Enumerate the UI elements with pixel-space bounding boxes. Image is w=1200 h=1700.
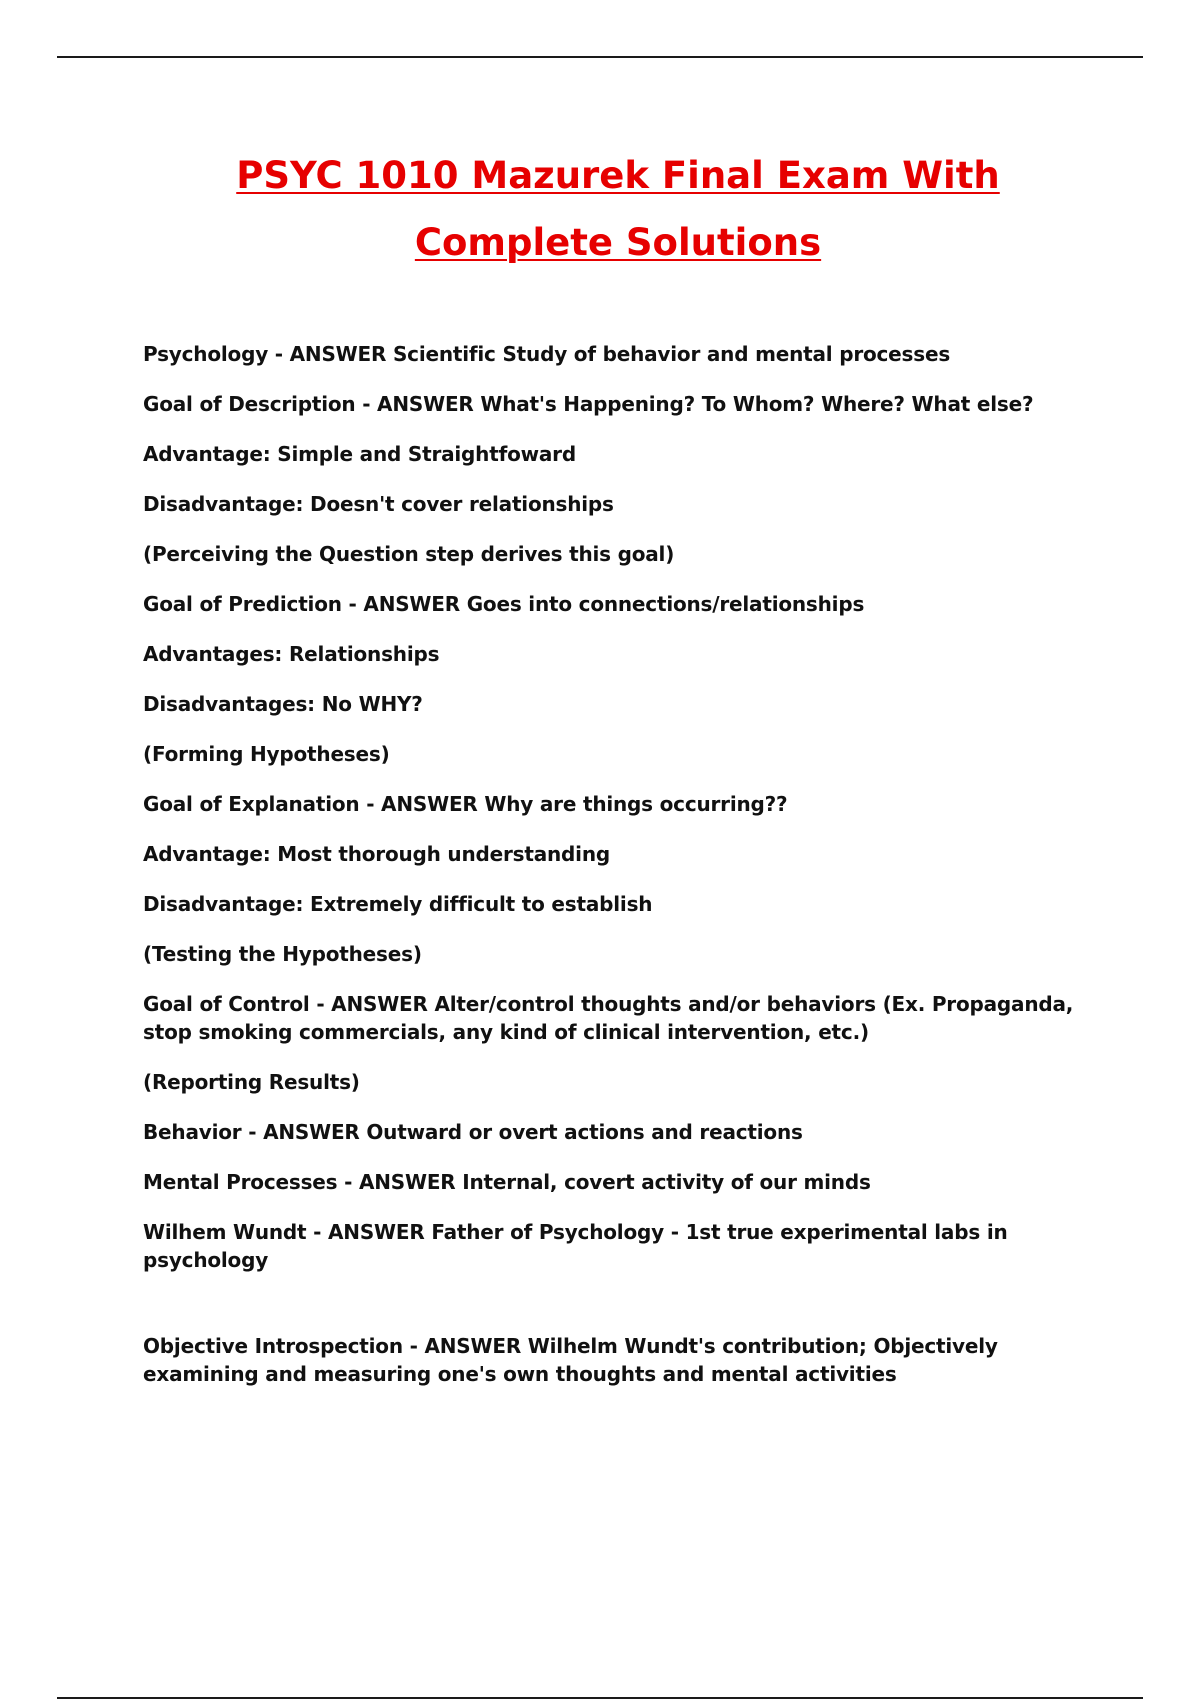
qa-line-psychology: Psychology - ANSWER Scientific Study of behavior and mental processes: [143, 342, 951, 366]
note-line: Advantage: Most thorough understanding: [143, 842, 610, 866]
qa-line-behavior: Behavior - ANSWER Outward or overt actions and reactions: [143, 1120, 803, 1144]
qa-line-wilhem-wundt: Wilhem Wundt - ANSWER Father of Psychology - 1st true experimental labs in psychology: [143, 1220, 1008, 1272]
document-title: [0, 142, 1200, 276]
note-line: (Forming Hypotheses): [143, 742, 390, 766]
qa-line-goal-prediction: Goal of Prediction - ANSWER Goes into connections/relationships: [143, 592, 865, 616]
note-line: Advantages: Relationships: [143, 642, 440, 666]
note-line: Disadvantage: Doesn't cover relationships: [143, 492, 614, 516]
note-line: Advantage: Simple and Straightfoward: [143, 442, 576, 466]
note-line: Disadvantages: No WHY?: [143, 692, 423, 716]
document-body: [143, 340, 1095, 1410]
note-line: (Perceiving the Question step derives this goal): [143, 542, 675, 566]
qa-line-goal-description: Goal of Description - ANSWER What's Happening? To Whom? Where? What else?: [143, 392, 1034, 416]
title-line-1: PSYC 1010 Mazurek Final Exam With: [236, 154, 1000, 197]
note-line: (Reporting Results): [143, 1070, 360, 1094]
header-rule: [57, 56, 1143, 58]
note-line: (Testing the Hypotheses): [143, 942, 422, 966]
qa-line-goal-explanation: Goal of Explanation - ANSWER Why are things occurring??: [143, 792, 788, 816]
note-line: Disadvantage: Extremely difficult to establish: [143, 892, 653, 916]
qa-line-mental-processes: Mental Processes - ANSWER Internal, covert activity of our minds: [143, 1170, 871, 1194]
qa-line-objective-introspection: Objective Introspection - ANSWER Wilhelm Wundt's contribution; Objectively examining and measuring one's own thoughts and mental activities: [143, 1334, 998, 1386]
title-line-2: Complete Solutions: [414, 221, 822, 264]
footer-rule: [57, 1697, 1143, 1699]
qa-line-goal-control: Goal of Control - ANSWER Alter/control thoughts and/or behaviors (Ex. Propaganda, stop smoking commercials, any kind of clinical intervention, etc.): [143, 992, 1074, 1044]
